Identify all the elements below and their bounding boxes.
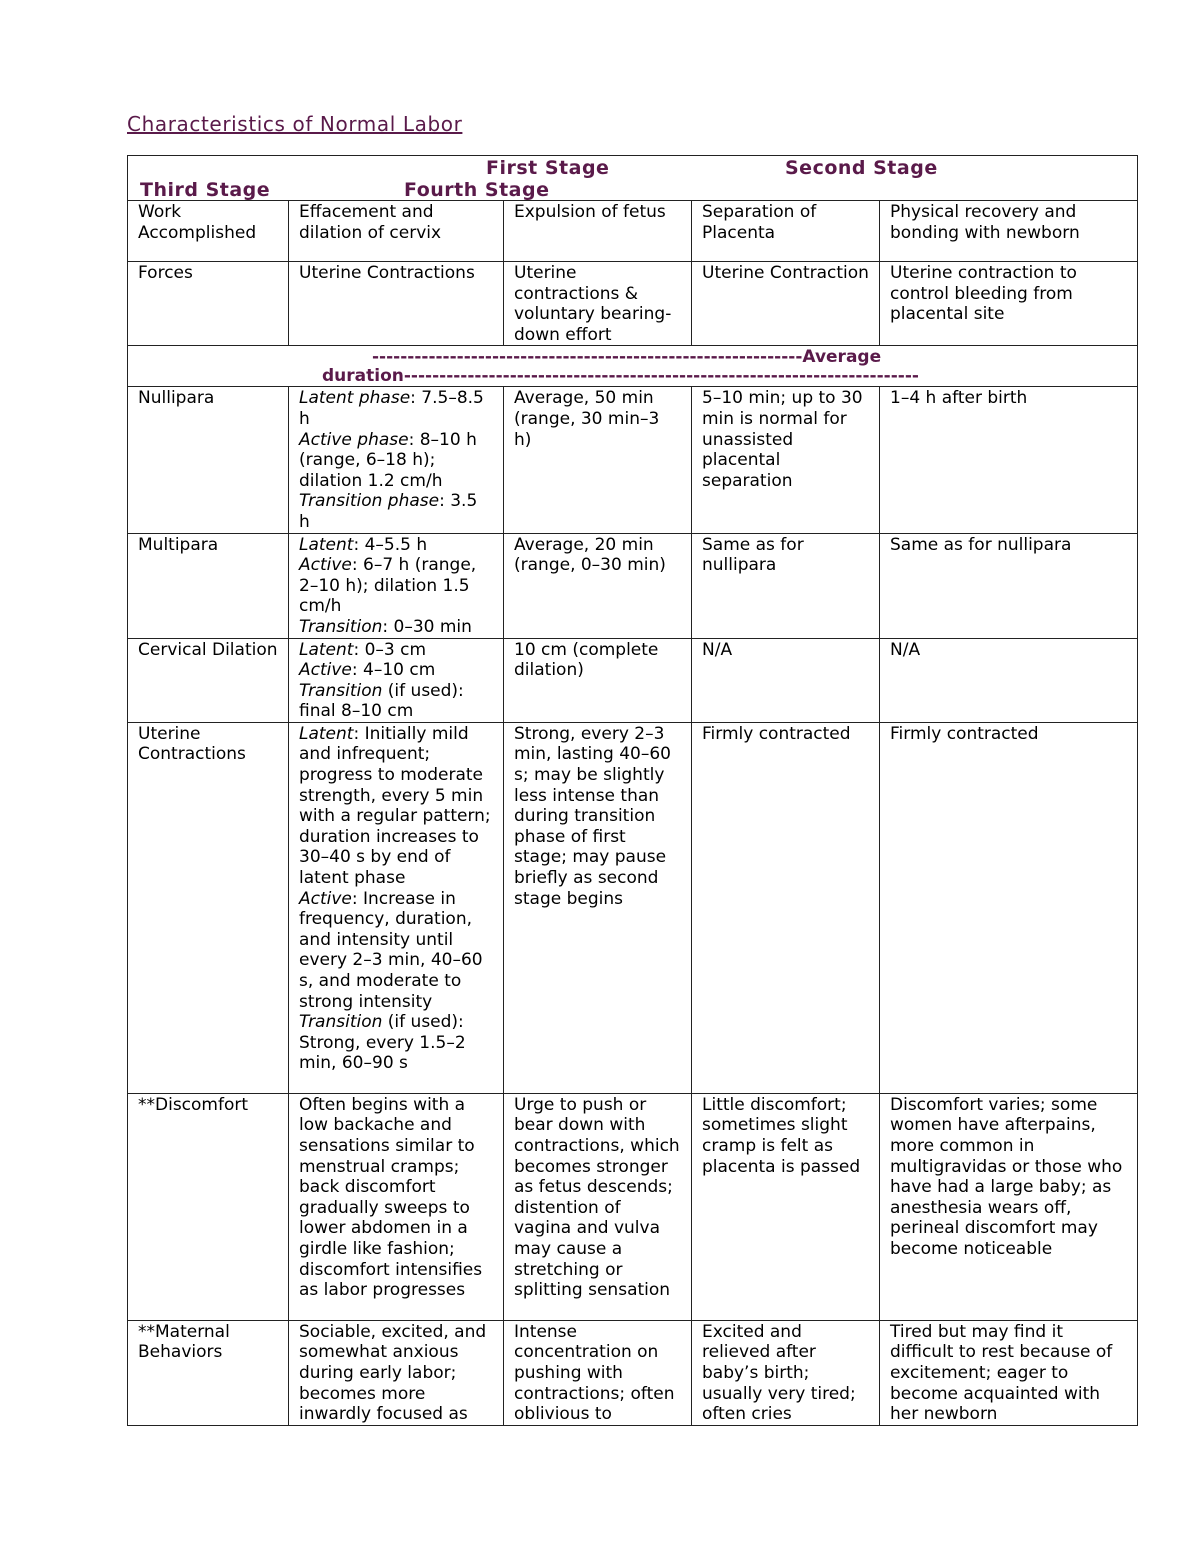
latent-value: : 7.5–8.5 h [299,388,484,429]
transition-label: Transition [299,680,383,701]
average-duration-row [128,346,1138,387]
transition-value: (if used): Strong, every 1.5–2 min, 60–90 s [299,1012,466,1074]
transition-label: Transition phase [299,491,440,512]
first-stage-heading: First Stage [486,157,610,179]
cell-uterine-second: Strong, every 2–3 min, lasting 40–60 s; may be slightly less intense than during transition phase of first stage; may pause briefly as second stage begins [504,722,692,1093]
row-label-uterine: Uterine Contractions [128,722,289,1093]
cell-multipara-fourth: Same as for nullipara [880,533,1138,638]
cell-discomfort-second: Urge to push or bear down with contractions, which becomes stronger as fetus descends; distention of vagina and vulva may cause a stretching or splitting sensation [504,1093,692,1320]
active-value: : 6–7 h (range, 2–10 h); dilation 1.5 cm/h [299,555,477,617]
active-label: Active [299,888,352,909]
row-label-cervical: Cervical Dilation [128,638,289,722]
active-label: Active [299,660,352,681]
latent-value: : Initially mild and infrequent; progress to moderate strength, every 5 min with a regular pattern; duration increases to 30–40 s by end of latent phase [299,723,491,889]
cell-forces-first: Uterine Contractions [289,262,504,346]
row-label-nullipara: Nullipara [128,387,289,533]
table-row-nullipara [128,387,1138,533]
transition-value: (if used): final 8–10 cm [299,680,464,722]
latent-label: Latent [299,534,354,555]
second-stage-heading: Second Stage [785,157,938,179]
third-stage-heading: Third Stage [140,179,271,201]
cell-discomfort-fourth: Discomfort varies; some women have afterpains, more common in multigravidas or those who have had a large baby; as anesthesia wears off, perineal discomfort may become noticeable [880,1093,1138,1320]
page-title: Characteristics of Normal Labor [127,112,463,136]
table-row-maternal [128,1320,1138,1425]
cell-cervical-fourth: N/A [880,638,1138,722]
cell-maternal-second: Intense concentration on pushing with contractions; often oblivious to [504,1320,692,1425]
stage-header-row [128,156,1138,201]
cell-maternal-first: Sociable, excited, and somewhat anxious during early labor; becomes more inwardly focused as [289,1320,504,1425]
average-duration-line1: -------------------------------------------------------------Average [372,347,882,368]
cell-work-first: Effacement and dilation of cervix [289,201,504,262]
row-label-forces: Forces [128,262,289,346]
cell-nullipara-second: Average, 50 min (range, 30 min–3 h) [504,387,692,533]
cell-uterine-fourth: Firmly contracted [880,722,1138,1093]
latent-label: Latent [299,639,354,660]
cell-nullipara-third: 5–10 min; up to 30 min is normal for unassisted placental separation [692,387,880,533]
active-value: : 8–10 h (range, 6–18 h); dilation 1.2 cm/h [299,429,477,491]
row-label-work: Work Accomplished [128,201,289,262]
row-label-maternal: **Maternal Behaviors [128,1320,289,1425]
latent-label: Latent phase [299,388,411,409]
fourth-stage-heading: Fourth Stage [404,179,550,201]
cell-uterine-third: Firmly contracted [692,722,880,1093]
cell-uterine-first [289,722,504,1093]
cell-multipara-second: Average, 20 min (range, 0–30 min) [504,533,692,638]
transition-label: Transition [299,616,383,637]
cell-maternal-fourth: Tired but may find it difficult to rest because of excitement; eager to become acquainted with her newborn [880,1320,1138,1425]
table-row-uterine [128,722,1138,1093]
average-duration-cell [128,346,1138,387]
cell-discomfort-first: Often begins with a low backache and sensations similar to menstrual cramps; back discomfort gradually sweeps to lower abdomen in a girdle like fashion; discomfort intensifies as labor progresses [289,1093,504,1320]
transition-value: : 3.5 h [299,491,478,532]
cell-maternal-third: Excited and relieved after baby’s birth; usually very tired; often cries [692,1320,880,1425]
transition-value: : 0–30 min [382,616,472,637]
cell-cervical-second: 10 cm (complete dilation) [504,638,692,722]
active-label: Active phase [299,429,409,450]
latent-label: Latent [299,723,354,744]
active-value: : 4–10 cm [351,660,436,681]
labor-characteristics-table [127,155,1138,1426]
cell-work-second: Expulsion of fetus [504,201,692,262]
row-label-multipara: Multipara [128,533,289,638]
cell-forces-second: Uterine contractions & voluntary bearing-down effort [504,262,692,346]
active-label: Active [299,555,352,576]
latent-value: : 0–3 cm [353,639,427,660]
cell-nullipara-first [289,387,504,533]
cell-multipara-first [289,533,504,638]
table-row-work [128,201,1138,262]
table-row-cervical [128,638,1138,722]
active-value: : Increase in frequency, duration, and intensity until every 2–3 min, 40–60 s, and moderate to strong intensity [299,888,483,1012]
cell-work-fourth: Physical recovery and bonding with newborn [880,201,1138,262]
cell-cervical-third: N/A [692,638,880,722]
average-duration-line2: duration------------------------------------------------------------------------- [322,366,919,387]
transition-label: Transition [299,1012,383,1033]
table-row-discomfort [128,1093,1138,1320]
table-row-multipara [128,533,1138,638]
cell-discomfort-third: Little discomfort; sometimes slight cramp is felt as placenta is passed [692,1093,880,1320]
table-row-forces [128,262,1138,346]
cell-forces-fourth: Uterine contraction to control bleeding from placental site [880,262,1138,346]
cell-forces-third: Uterine Contraction [692,262,880,346]
stage-header-cell [128,156,1138,201]
row-label-discomfort: **Discomfort [128,1093,289,1320]
latent-value: : 4–5.5 h [353,534,428,555]
cell-cervical-first [289,638,504,722]
cell-multipara-third: Same as for nullipara [692,533,880,638]
cell-nullipara-fourth: 1–4 h after birth [880,387,1138,533]
cell-work-third: Separation of Placenta [692,201,880,262]
